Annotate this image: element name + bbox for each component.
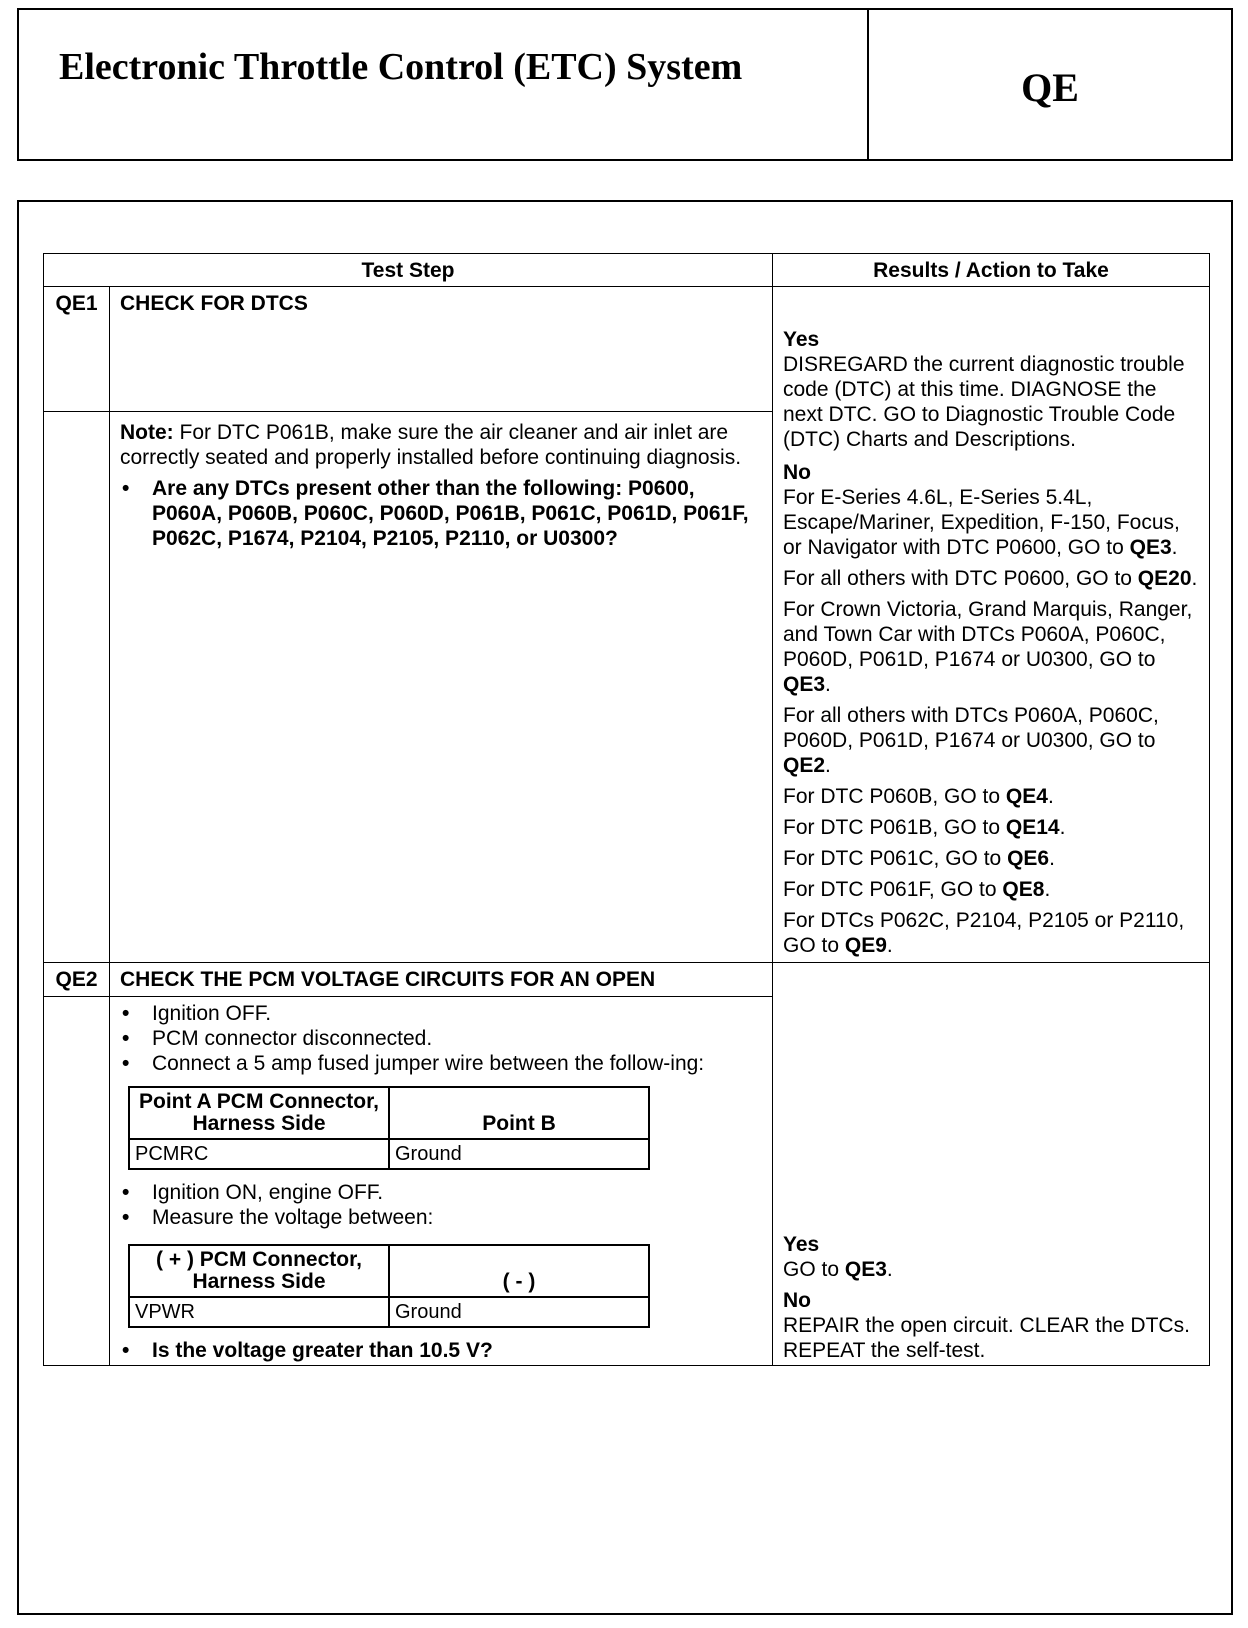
qe1-yes-label: Yes [783,328,820,351]
table-row [129,1139,649,1169]
header-code-cell [869,10,1231,159]
qe1-content [110,411,773,962]
jumper-col-a: Point A PCM Connector, Harness Side [129,1087,389,1139]
section-code: QE [1021,65,1079,110]
list-item: For DTC P061B, GO to QE14. [783,816,1066,839]
qe2-yes-label: Yes [783,1233,820,1256]
page-title: Electronic Throttle Control (ETC) System [59,46,743,88]
jumper-table [128,1086,650,1170]
qe1-yes-text: DISREGARD the current diagnostic trouble code (DTC) at this time. DIAGNOSE the next DTC. GO to Diagnostic Trouble Code (DTC) Charts and Descriptions. [783,353,1185,451]
voltage-col-b: ( - ) [389,1245,649,1297]
qe2-title-row [44,963,1210,997]
step-title-qe2: CHECK THE PCM VOLTAGE CIRCUITS FOR AN OPEN [110,963,773,997]
qe2-question: • Is the voltage greater than 10.5 V? [120,1338,762,1363]
results-qe1 [773,287,1210,963]
step-id-qe1: QE1 [44,287,110,412]
col-test-step: Test Step [44,254,773,287]
list-item: • PCM connector disconnected. [120,1026,762,1051]
table-header-row [44,254,1210,287]
results-qe2 [773,963,1210,1366]
qe1-no-label: No [783,461,811,484]
list-item: For DTC P061F, GO to QE8. [783,878,1051,901]
list-item: For DTC P061C, GO to QE6. [783,847,1055,870]
jumper-cell-a: PCMRC [129,1139,389,1169]
list-item: For E-Series 4.6L, E-Series 5.4L, Escape/Mariner, Expedition, F-150, Focus, or Navigator with DTC P0600, GO to QE3. [783,486,1180,559]
jumper-col-b: Point B [389,1087,649,1139]
procedure-table [43,253,1210,1366]
qe1-question: • Are any DTCs present other than the following: P0600, P060A, P060B, P060C, P060D, P061B, P061C, P061D, P061F, P062C, P1674, P2104, P2105, P2110, or U0300? [120,476,762,551]
list-item: For all others with DTCs P060A, P060C, P060D, P061D, P1674 or U0300, GO to QE2. [783,704,1159,777]
qe1-note: Note: For DTC P061B, make sure the air cleaner and air inlet are correctly seated and properly installed before continuing diagnosis. [120,420,742,469]
qe2-id-spacer [44,997,110,1366]
qe2-no-text: REPAIR the open circuit. CLEAR the DTCs. REPEAT the self-test. [783,1314,1190,1362]
col-results: Results / Action to Take [773,254,1210,287]
qe1-title-row [44,287,1210,412]
qe2-steps-b [120,1180,762,1230]
qe2-content [110,997,773,1366]
jumper-cell-b: Ground [389,1139,649,1169]
qe1-id-spacer [44,411,110,962]
list-item: For DTCs P062C, P2104, P2105 or P2110, GO to QE9. [783,909,1185,957]
qe2-steps-a [120,1001,762,1076]
list-item: • Ignition OFF. [120,1001,762,1026]
qe1-question-list [120,476,762,551]
qe1-no-list [783,485,1201,958]
list-item: For all others with DTC P0600, GO to QE20. [783,567,1198,590]
voltage-col-a: ( + ) PCM Connector, Harness Side [129,1245,389,1297]
qe2-no-label: No [783,1289,811,1312]
list-item: • Measure the voltage between: [120,1205,762,1230]
list-item: For Crown Victoria, Grand Marquis, Ranger, and Town Car with DTCs P060A, P060C, P060D, P061D, P1674 or U0300, GO to QE3. [783,598,1193,696]
header-title-cell [19,10,869,159]
step-title-qe1: CHECK FOR DTCS [110,287,773,412]
page-header [17,8,1233,161]
qe2-question-list [120,1338,762,1363]
list-item: • Connect a 5 amp fused jumper wire between the follow-ing: [120,1051,762,1076]
table-row [129,1297,649,1327]
step-id-qe2: QE2 [44,963,110,997]
list-item: For DTC P060B, GO to QE4. [783,785,1054,808]
list-item: • Ignition ON, engine OFF. [120,1180,762,1205]
voltage-cell-a: VPWR [129,1297,389,1327]
voltage-cell-b: Ground [389,1297,649,1327]
voltage-table [128,1244,650,1328]
qe2-yes-text: GO to QE3. [783,1258,893,1281]
